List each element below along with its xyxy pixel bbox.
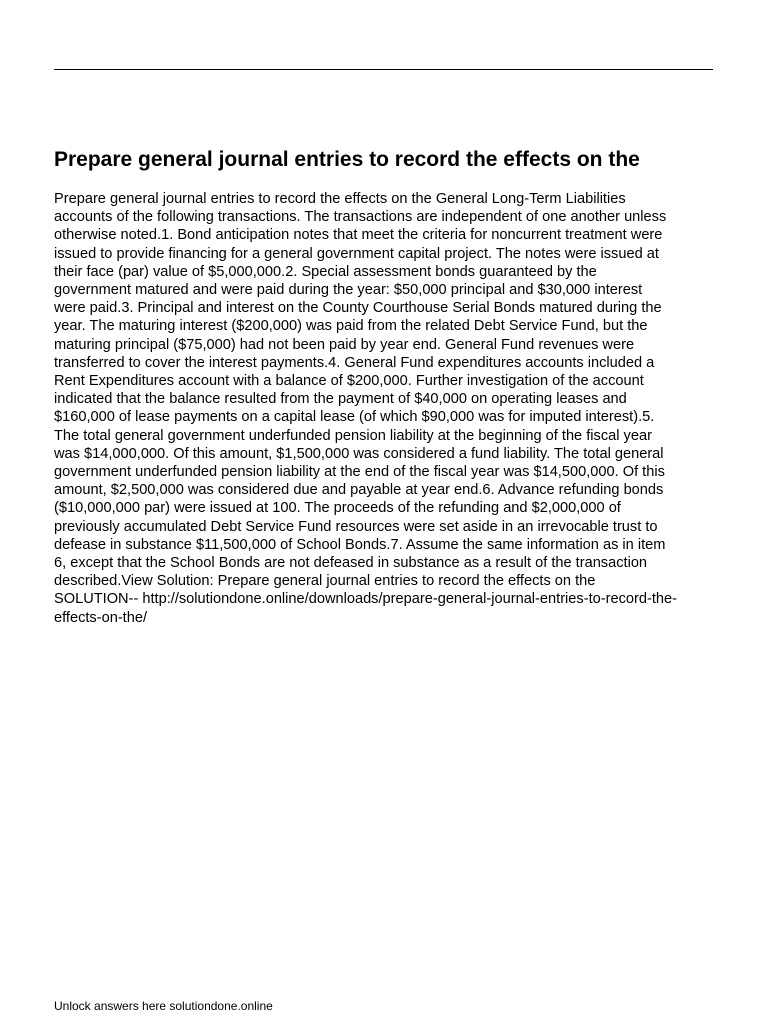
body-line: their face (par) value of $5,000,000.2. Special assessment bonds guaranteed by the [54, 263, 597, 280]
page-title: Prepare general journal entries to record the effects on the [54, 148, 640, 171]
body-line: transferred to cover the interest payments.4. General Fund expenditures accounts included a [54, 354, 655, 371]
body-line: 6, except that the School Bonds are not defeased in substance as a result of the transaction [54, 555, 648, 572]
body-line: year. The maturing interest ($200,000) was paid from the related Debt Service Fund, but the [54, 318, 648, 335]
solution-link-continued[interactable]: effects-on-the/ [54, 609, 148, 626]
body-line: Rent Expenditures account with a balance of $200,000. Further investigation of the account [54, 373, 644, 390]
document-body [54, 190, 718, 627]
footer-text: Unlock answers here solutiondone.online [54, 999, 273, 1013]
body-line: government matured and were paid during the year: $50,000 principal and $30,000 interest [54, 282, 643, 299]
body-line: described.View Solution: Prepare general journal entries to record the effects on the [54, 573, 596, 590]
body-line: were paid.3. Principal and interest on the County Courthouse Serial Bonds matured during the [54, 300, 662, 317]
solution-link[interactable]: SOLUTION-- http://solutiondone.online/downloads/prepare-general-journal-entries-to-record-the- [54, 591, 677, 608]
body-line: maturing principal ($75,000) had not been paid by year end. General Fund revenues were [54, 336, 635, 353]
body-line: accounts of the following transactions. The transactions are independent of one another unless [54, 209, 667, 226]
body-line: $160,000 of lease payments on a capital lease (of which $90,000 was for imputed interest).5. [54, 409, 655, 426]
body-line: amount, $2,500,000 was considered due and payable at year end.6. Advance refunding bonds [54, 482, 664, 499]
body-line: Prepare general journal entries to record the effects on the General Long-Term Liabilities [54, 191, 626, 207]
body-line: was $14,000,000. Of this amount, $1,500,000 was considered a fund liability. The total general [54, 445, 664, 462]
body-line: ($10,000,000 par) were issued at 100. The proceeds of the refunding and $2,000,000 of [54, 500, 621, 517]
body-line: otherwise noted.1. Bond anticipation notes that meet the criteria for noncurrent treatment were [54, 227, 663, 244]
body-line: indicated that the balance resulted from the payment of $40,000 on operating leases and [54, 391, 627, 408]
body-line: defease in substance $11,500,000 of School Bonds.7. Assume the same information as in item [54, 536, 666, 553]
body-line: The total general government underfunded pension liability at the beginning of the fiscal year [54, 427, 652, 444]
body-line: government underfunded pension liability at the end of the fiscal year was $14,500,000. Of this [54, 464, 665, 481]
body-line: issued to provide financing for a general government capital project. The notes were issued at [54, 245, 659, 262]
body-line: previously accumulated Debt Service Fund resources were set aside in an irrevocable trust to [54, 518, 658, 535]
header-divider [54, 69, 713, 70]
